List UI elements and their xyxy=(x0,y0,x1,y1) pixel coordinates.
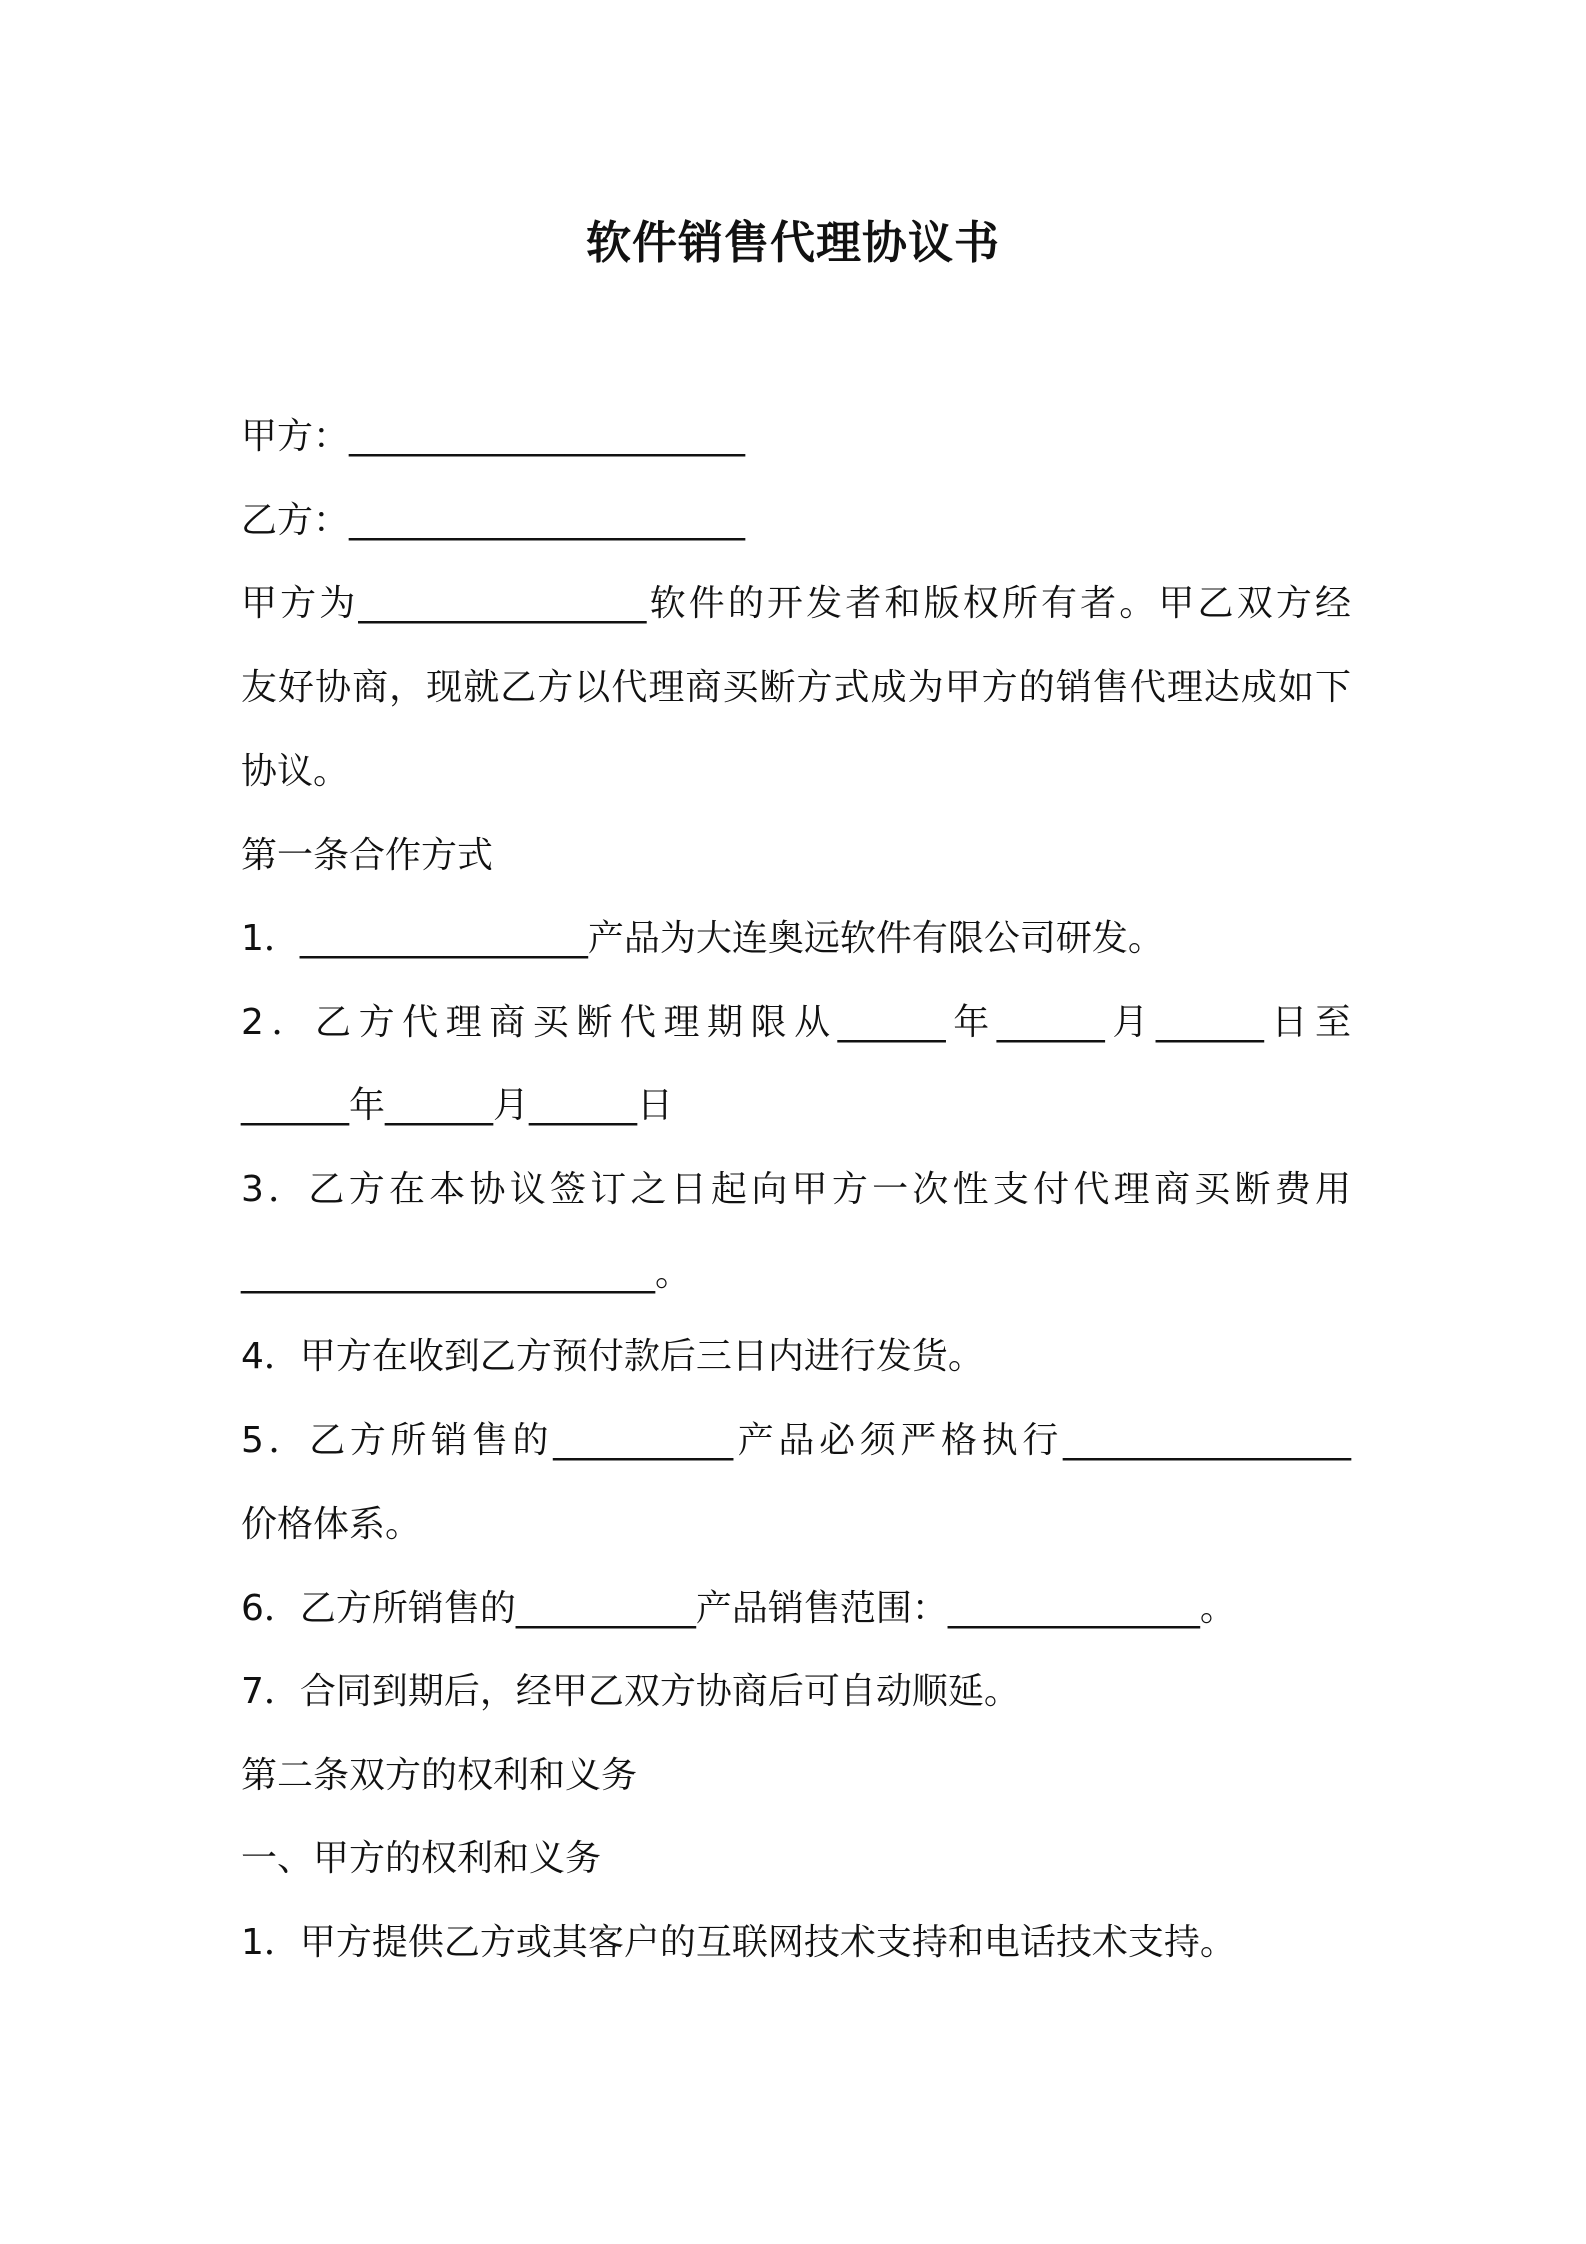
article-1-item-4: 4．甲方在收到乙方预付款后三日内进行发货。 xyxy=(241,1336,984,1377)
intro-line-1: 甲方为________________软件的开发者和版权所有者。甲乙双方经 xyxy=(241,583,1351,624)
article-1-item-1: 1．________________产品为大连奥远软件有限公司研发。 xyxy=(241,918,1164,959)
article-1-item-7: 7．合同到期后，经甲乙双方协商后可自动顺延。 xyxy=(241,1671,1020,1712)
party-b-line: 乙方：______________________ xyxy=(241,500,746,541)
article-1-item-2-cont: ______年______月______日 xyxy=(241,1085,673,1126)
party-a-line: 甲方：______________________ xyxy=(241,416,746,457)
intro-line-3: 协议。 xyxy=(241,751,350,792)
document-title: 软件销售代理协议书 xyxy=(585,216,1000,269)
article-2-item-1: 1．甲方提供乙方或其客户的互联网技术支持和电话技术支持。 xyxy=(241,1922,1236,1963)
intro-line-2: 友好协商，现就乙方以代理商买断方式成为甲方的销售代理达成如下 xyxy=(241,667,1351,708)
article-1-item-5-cont: 价格体系。 xyxy=(241,1504,422,1545)
article-1-item-5: 5．乙方所销售的__________产品必须严格执行________________ xyxy=(241,1420,1351,1461)
article-1-item-2: 2．乙方代理商买断代理期限从______年______月______日至 xyxy=(241,1002,1351,1043)
article-2-heading: 第二条双方的权利和义务 xyxy=(241,1755,638,1796)
article-1-item-3-cont: _______________________。 xyxy=(241,1253,691,1294)
article-1-item-3: 3．乙方在本协议签订之日起向甲方一次性支付代理商买断费用 xyxy=(241,1169,1351,1210)
article-2-subheading: 一、甲方的权利和义务 xyxy=(241,1838,602,1879)
article-1-item-6: 6．乙方所销售的__________产品销售范围：______________。 xyxy=(241,1588,1236,1629)
article-1-heading: 第一条合作方式 xyxy=(241,835,494,876)
